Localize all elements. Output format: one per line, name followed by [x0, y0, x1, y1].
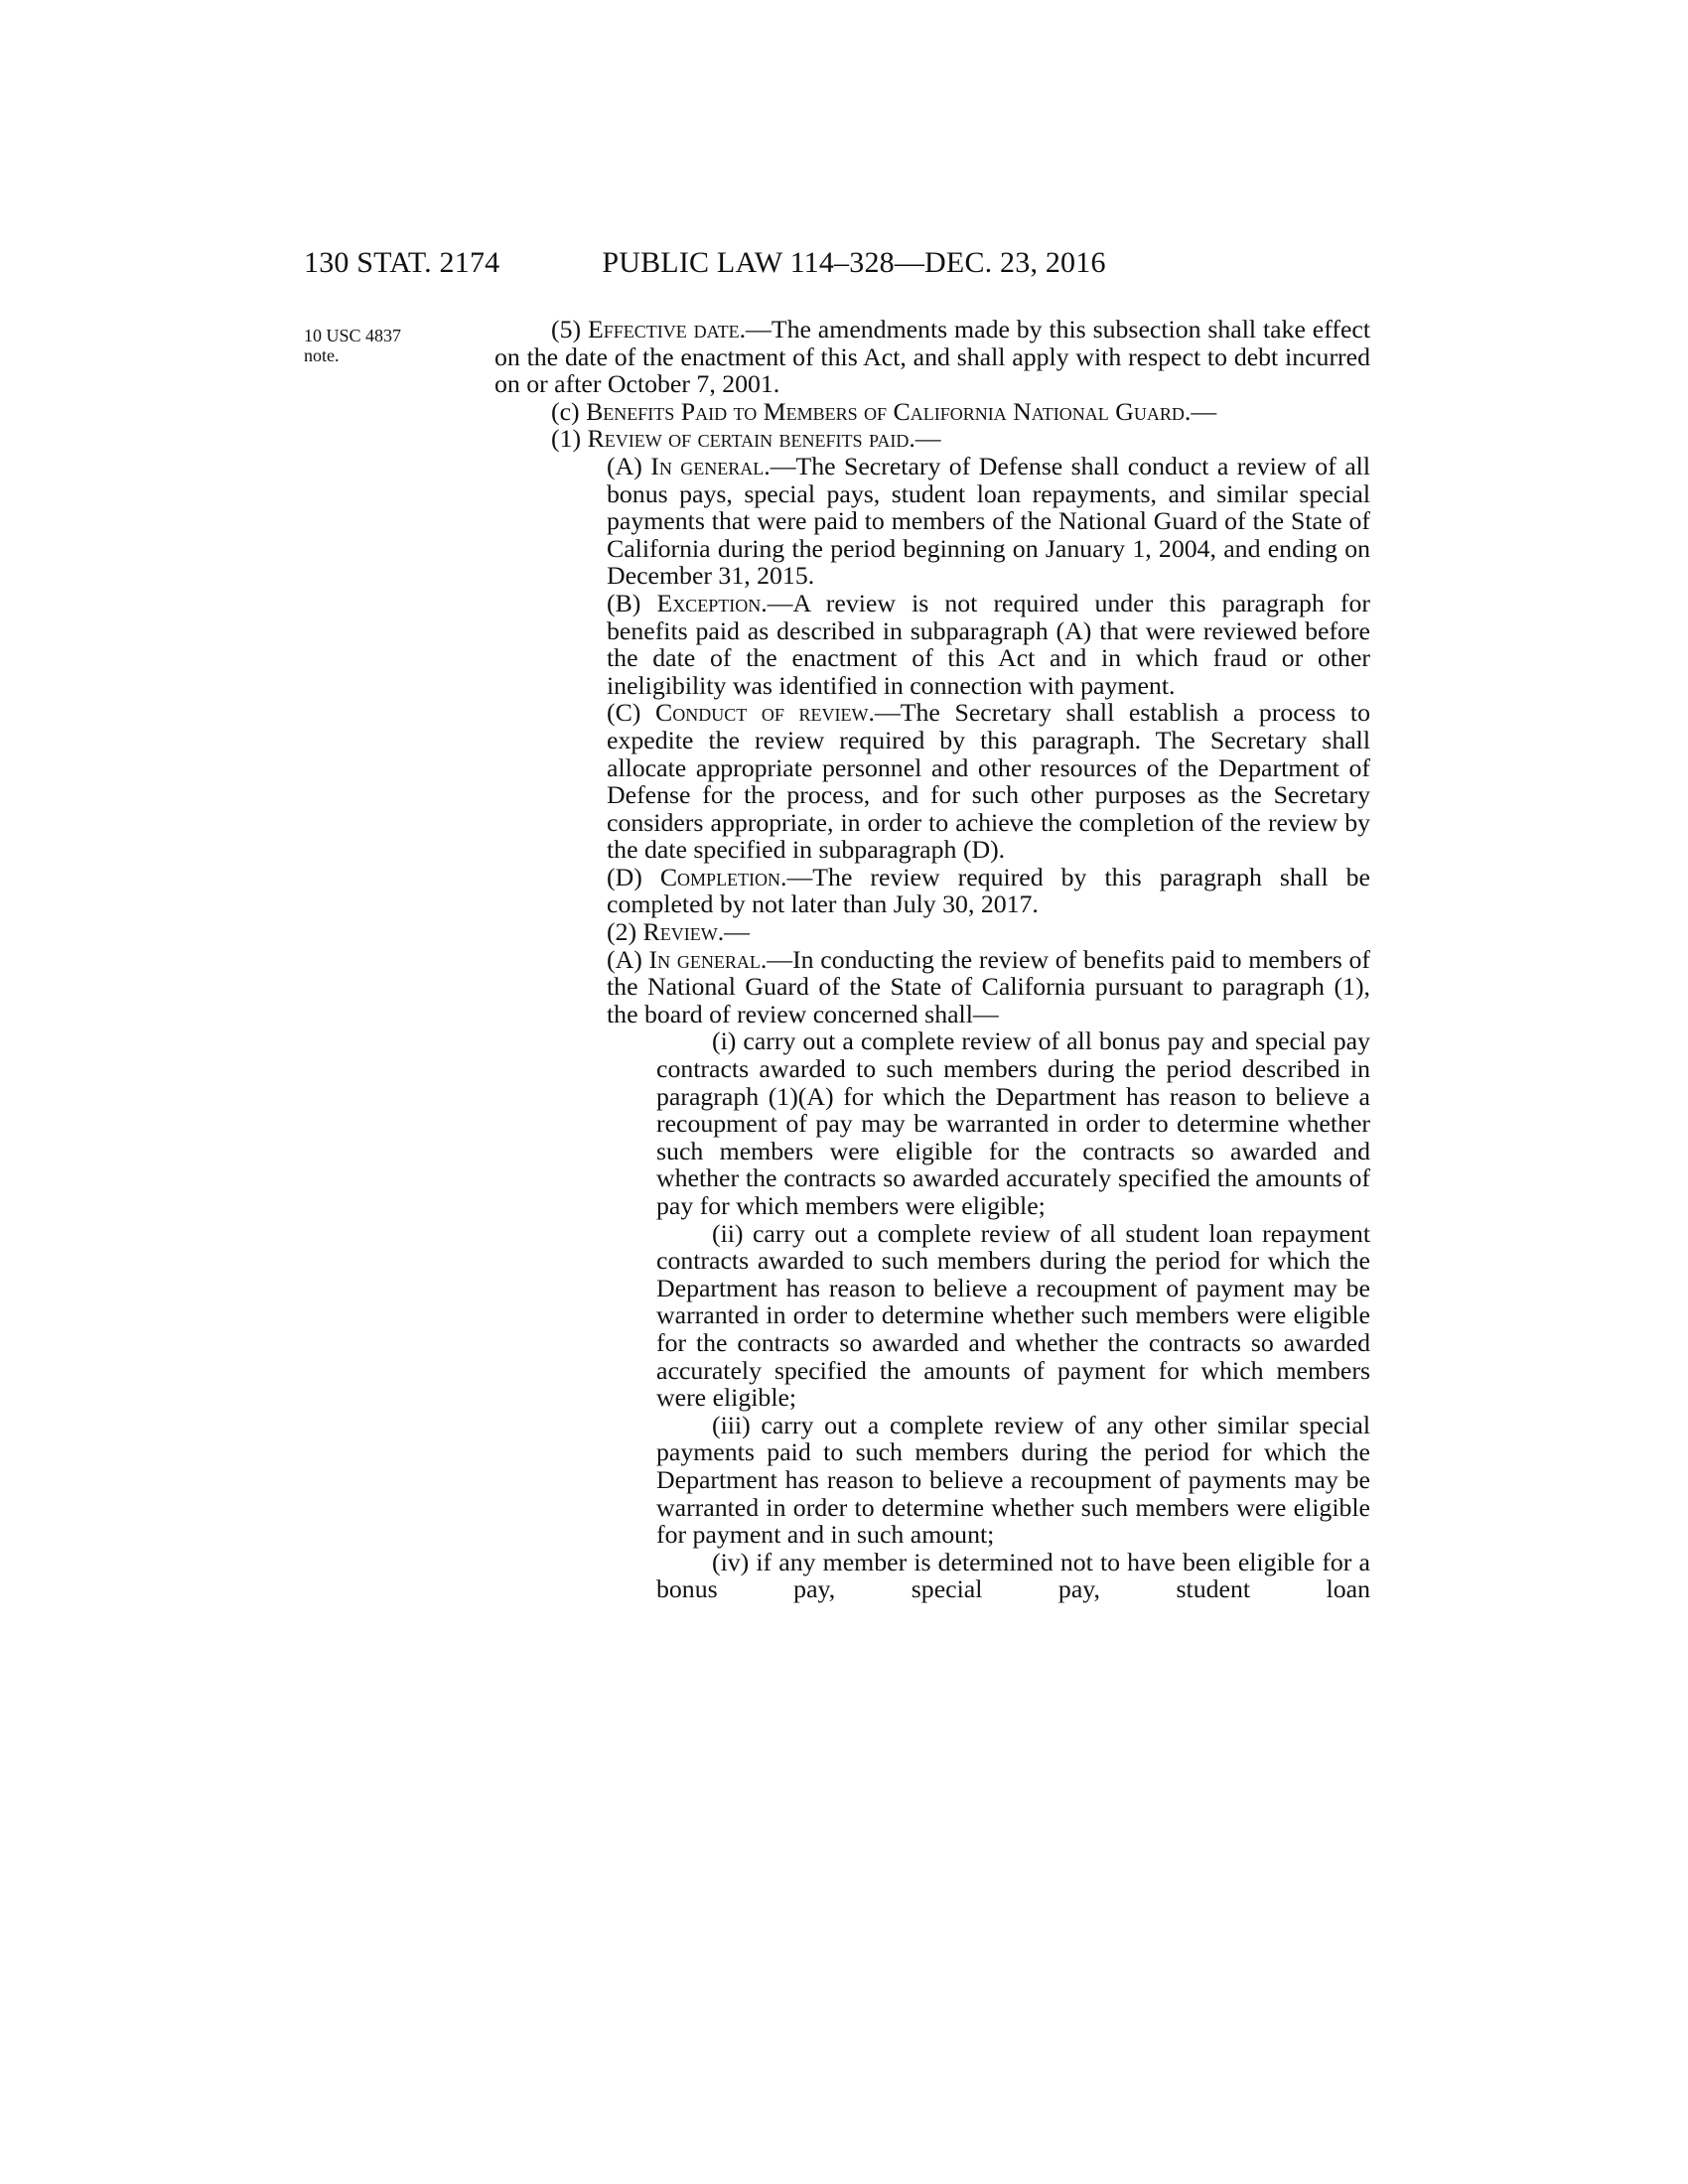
subparagraph-2a-text: —In conducting the review of benefits paid to members of the National Guard of the State of California pursuant to paragraph (1), the board of review concerned shall— — [607, 944, 1370, 1028]
subparagraph-1c — [607, 699, 1370, 864]
margin-note-label: note. — [304, 345, 340, 365]
paragraph-1-title: Review of certain benefits paid. — [587, 424, 915, 454]
subparagraph-1d — [607, 864, 1370, 918]
subparagraph-1b — [607, 590, 1370, 699]
subsection-c-number: (c) — [551, 396, 587, 426]
margin-note-citation: 10 USC 4837 — [304, 326, 402, 345]
page-title: PUBLIC LAW 114–328—DEC. 23, 2016 — [602, 246, 1106, 279]
document-body — [494, 316, 1370, 1603]
clause-iii: (iii) carry out a complete review of any other similar special payments paid to such members during the period for which the Department has reason to believe a recoupment of payments may be warranted in order to determine whether such members were eligible for payment and in such amount; — [656, 1410, 1370, 1550]
subparagraph-1a-title: In general. — [650, 451, 771, 480]
clause-ii: (ii) carry out a complete review of all student loan repayment contracts awarded to such members during the period for which the Department has reason to believe a recoupment of payment may be warranted in order to determine whether such members were eligible for the contracts so awarded and whether the contracts so awarded accurately specified the amounts of payment for which members were eligible; — [656, 1218, 1370, 1413]
heading-effective-date: (5) Effective date. — [551, 315, 747, 343]
stat-citation: 130 STAT. 2174 — [304, 246, 500, 279]
paragraph-2-number: (2) — [607, 917, 643, 947]
paragraph-2-heading — [607, 918, 1370, 946]
subsection-c-dash: — — [1191, 396, 1217, 426]
clause-i: (i) carry out a complete review of all bonus pay and special pay contracts awarded to such members during the period described in paragraph (1)(A) for which the Department has reason to believe a recoupment of pay may be warranted in order to determine whether such members were eligible for the contracts so awarded and whether the contracts so awarded accurately specified the amounts of pay for which members were eligible; — [656, 1026, 1370, 1220]
text-effective-date: —The amendments made by this subsection shall take effect on the date of the enactment of this Act, and shall apply with respect to debt incurred on or after October 7, 2001. — [494, 315, 1371, 399]
subparagraph-1d-number: (D) — [607, 862, 660, 891]
subparagraph-1a — [607, 453, 1370, 590]
subparagraph-1d-text: —The review required by this paragraph shall be completed by not later than July 30, 2017. — [607, 862, 1370, 919]
subsection-c-heading — [494, 398, 1370, 426]
subparagraph-1b-title: Exception. — [656, 588, 768, 617]
clause-iv: (iv) if any member is determined not to have been eligible for a bonus pay, special pay, student loan — [656, 1547, 1370, 1604]
margin-note — [304, 326, 401, 365]
paragraph-1-dash: — — [914, 424, 941, 454]
subparagraph-1a-text: —The Secretary of Defense shall conduct a review of all bonus pays, special pays, student loan repayments, and similar special payments that were paid to members of the National Guard of the State of California during the period beginning on January 1, 2004, and ending on December 31, 2015. — [607, 451, 1370, 591]
subparagraph-2a — [607, 946, 1370, 1028]
subparagraph-1c-number: (C) — [607, 698, 656, 728]
subparagraph-1b-number: (B) — [607, 588, 657, 617]
paragraph-1-heading — [551, 425, 1370, 453]
subparagraph-1a-number: (A) — [607, 451, 651, 480]
subparagraph-1d-title: Completion. — [659, 862, 787, 891]
subparagraph-2a-number: (A) — [607, 944, 649, 974]
subparagraph-1c-text: —The Secretary shall establish a process to expedite the review required by this paragraph. The Secretary shall allocate appropriate personnel and other resources of the Department of Defense for the process, and for such other purposes as the Secretary considers appropriate, in order to achieve the completion of the review by the date specified in subparagraph (D). — [607, 698, 1370, 865]
paragraph-1-number: (1) — [551, 424, 588, 454]
subparagraph-2a-title: In general. — [648, 944, 768, 974]
paragraph-2-title: Review. — [642, 917, 725, 947]
subparagraph-1c-title: Conduct of review. — [655, 698, 875, 728]
subsection-c-title: Benefits Paid to Members of California National Guard. — [586, 396, 1192, 426]
paragraph-5-effective-date — [494, 316, 1370, 398]
paragraph-2-dash: — — [724, 917, 750, 947]
subparagraph-1b-text: —A review is not required under this paragraph for benefits paid as described in subparagraph (A) that were reviewed before the date of the enactment of this Act and in which fraud or other ineligibility was identified in connection with payment. — [607, 588, 1370, 700]
